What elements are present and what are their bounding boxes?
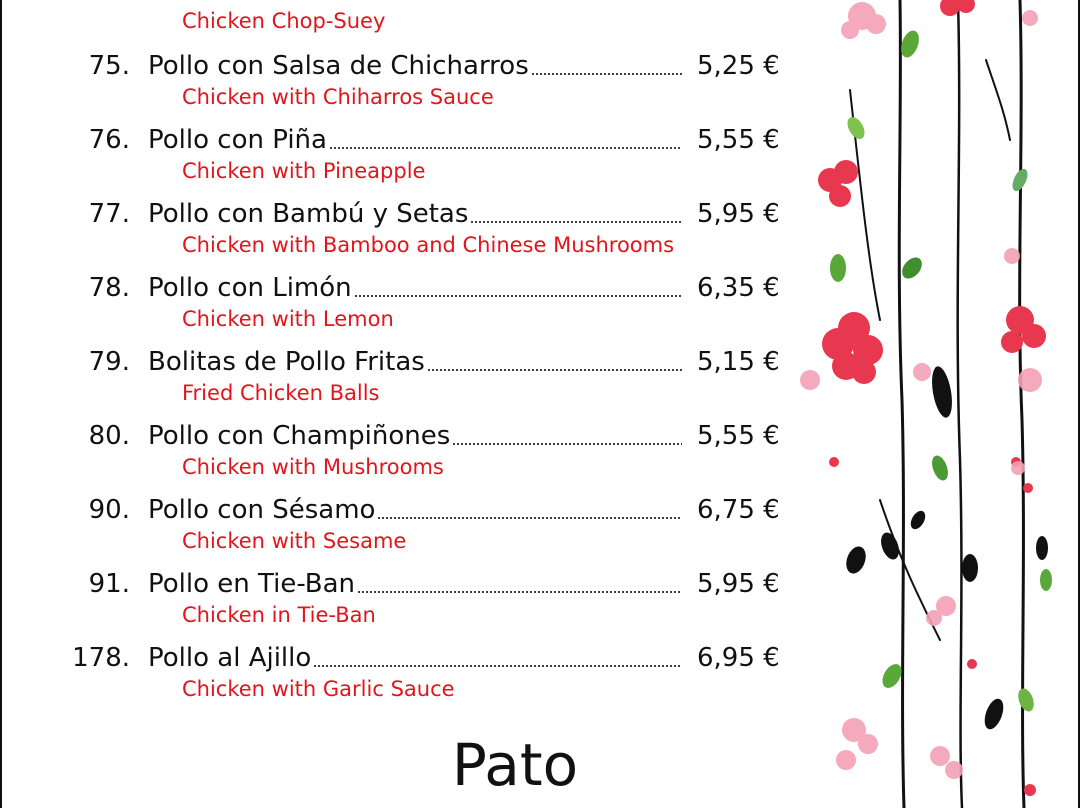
menu-item [0, 124, 790, 198]
item-name: Bolitas de Pollo Fritas [148, 347, 425, 377]
item-name: Pollo con Piña [148, 125, 327, 155]
item-english-name: Chicken with Chiharros Sauce [182, 85, 494, 109]
item-english-name: Chicken with Garlic Sauce [182, 677, 455, 701]
dot-leader [531, 70, 682, 76]
item-name: Pollo con Bambú y Setas [148, 199, 469, 229]
item-price: 5,15 € [697, 347, 780, 377]
item-price: 5,25 € [697, 51, 780, 81]
item-name: Pollo al Ajillo [148, 643, 312, 673]
dot-leader [354, 292, 682, 298]
menu-item [0, 346, 790, 420]
dot-leader [470, 218, 682, 224]
item-english-name: Chicken Chop-Suey [182, 9, 386, 33]
dot-leader [357, 588, 682, 594]
dot-leader [329, 144, 682, 150]
item-price: 6,75 € [697, 495, 780, 525]
section-title: Pato [451, 731, 579, 799]
floral-border-image [790, 0, 1078, 808]
dot-leader [452, 440, 682, 446]
item-price: 5,95 € [697, 199, 780, 229]
item-number: 178. [72, 643, 130, 673]
item-english-name: Chicken with Mushrooms [182, 455, 444, 479]
dot-leader [427, 366, 682, 372]
item-english-name: Fried Chicken Balls [182, 381, 380, 405]
dot-leader [313, 662, 682, 668]
item-number: 79. [88, 347, 130, 377]
item-price: 5,55 € [697, 421, 780, 451]
item-number: 80. [88, 421, 130, 451]
item-english-name: Chicken in Tie-Ban [182, 603, 376, 627]
menu-item [0, 494, 790, 568]
item-name: Pollo con Limón [148, 273, 352, 303]
dot-leader [377, 514, 682, 520]
item-name: Pollo en Tie-Ban [148, 569, 356, 599]
item-english-name: Chicken with Pineapple [182, 159, 426, 183]
item-number: 78. [88, 273, 130, 303]
item-number: 77. [88, 199, 130, 229]
menu-item [0, 642, 790, 716]
menu-item [0, 272, 790, 346]
item-name: Pollo con Sésamo [148, 495, 376, 525]
item-number: 91. [88, 569, 130, 599]
item-price: 5,95 € [697, 569, 780, 599]
menu-item [0, 198, 790, 272]
item-number: 76. [88, 125, 130, 155]
item-english-name: Chicken with Lemon [182, 307, 394, 331]
item-number: 90. [88, 495, 130, 525]
item-price: 6,95 € [697, 643, 780, 673]
cut-off-previous-item [148, 0, 778, 6]
menu-item [0, 420, 790, 494]
menu-item [0, 568, 790, 642]
item-english-name: Chicken with Bamboo and Chinese Mushrooms [182, 233, 675, 257]
item-name: Pollo con Champiñones [148, 421, 451, 451]
item-english-name: Chicken with Sesame [182, 529, 407, 553]
item-price: 5,55 € [697, 125, 780, 155]
item-name: Pollo con Salsa de Chicharros [148, 51, 529, 81]
item-price: 6,35 € [697, 273, 780, 303]
menu-item [0, 50, 790, 124]
item-number: 75. [88, 51, 130, 81]
